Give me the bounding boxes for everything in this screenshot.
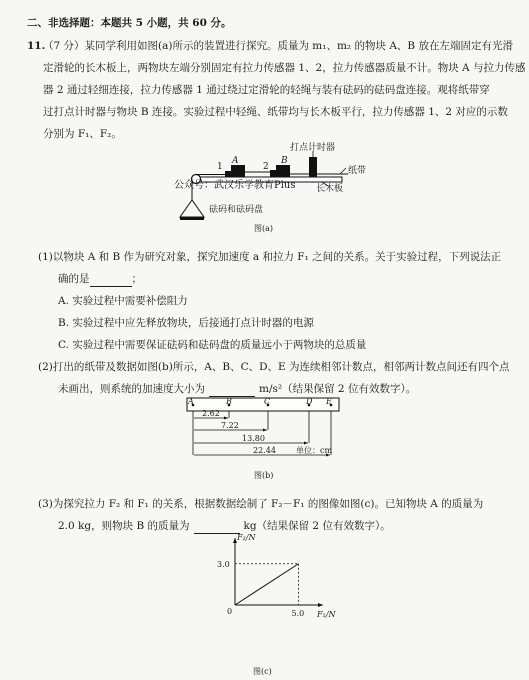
- x-axis-label: F₁/N: [317, 610, 336, 619]
- question-intro-line-5: 分别为 F₁、F₂。: [43, 128, 122, 140]
- point-a-label: A: [188, 397, 194, 406]
- series-line: [235, 564, 298, 605]
- block-a-label: A: [232, 156, 239, 166]
- block-b-label: B: [281, 156, 288, 166]
- figure-b-caption: 图(b): [254, 471, 274, 480]
- part2-line-2-post: m/s²（结果保留 2 位有效数字）。: [259, 383, 417, 395]
- y-axis-label: F₂/N: [237, 533, 256, 542]
- point-b-label: B: [226, 397, 232, 406]
- part2-line-2-pre: 未画出，则系统的加速度大小为: [58, 383, 205, 395]
- sensor-1-label: 1: [217, 162, 223, 172]
- question-intro-line-1: （7 分）某同学利用如图(a)所示的装置进行探究。质量为 m₁、m₂ 的物块 A、B 放在左端固定有光滑: [43, 40, 513, 52]
- part1-option-c: C. 实验过程中需要保证砝码和砝码盘的质量远小于两物块的总质量: [58, 339, 367, 351]
- part2-line-1: (2)打出的纸带及数据如图(b)所示，A、B、C、D、E 为连续相邻计数点，相邻两计数点间还有四个点: [38, 361, 510, 373]
- board-label: 长木板: [316, 184, 344, 194]
- section-header: 二、非选择题：本题共 5 小题，共 60 分。: [27, 17, 232, 29]
- part3-line-2-post: kg（结果保留 2 位有效数字）。: [243, 520, 391, 532]
- unit-label: 单位：cm: [296, 446, 333, 455]
- figure-c-caption: 图(c): [253, 667, 272, 676]
- distance-ac: 7.22: [221, 421, 239, 430]
- distance-ae: 22.44: [253, 446, 276, 455]
- question-intro-line-4: 过打点计时器与物块 B 连接。实验过程中轻绳、纸带均与长木板平行，拉力传感器 1、2 对应的示数: [43, 106, 508, 118]
- origin-label: 0: [227, 607, 233, 616]
- point-c-label: C: [264, 397, 271, 406]
- part3-line-2-pre: 2.0 kg，则物块 B 的质量为: [58, 520, 190, 532]
- x-tick-label: 5.0: [291, 609, 305, 618]
- chart-plot-area: [217, 533, 336, 619]
- part3-line-1: (3)为探究拉力 F₂ 和 F₁ 的关系，根据数据绘制了 F₂－F₁ 的图像如图(c)。已知物块 A 的质量为: [38, 498, 484, 510]
- x-axis-arrow: [318, 603, 323, 607]
- part1-option-a: A. 实验过程中需要补偿阻力: [58, 295, 188, 307]
- sensor-2-label: 2: [263, 162, 269, 172]
- question-intro-line-2: 定滑轮的长木板上，两物块左端分别固定有拉力传感器 1、2，拉力传感器质量不计。物块 A 与拉力传感: [43, 62, 526, 74]
- y-tick-label: 3.0: [217, 559, 230, 569]
- part1-option-b: B. 实验过程中应先释放物块，后接通打点计时器的电源: [58, 317, 314, 329]
- distance-ad: 13.80: [242, 434, 265, 443]
- part1-stem-line-1: (1)以物块 A 和 B 作为研究对象，探究加速度 a 和拉力 F₁ 之间的关系。关于实验过程，下列说法正: [38, 251, 502, 263]
- part1-stem-line-2: 确的是: [58, 273, 90, 285]
- question-number: 11.: [27, 40, 46, 52]
- figure-a-caption: 图(a): [254, 224, 274, 233]
- part1-stem-end: ；: [131, 273, 142, 285]
- distance-ab: 2.62: [202, 409, 220, 418]
- point-d-label: D: [306, 397, 313, 406]
- tape-label: 纸带: [348, 166, 367, 176]
- point-e-label: E: [326, 397, 332, 406]
- watermark: 公众号：武汉乐学教育Plus: [174, 180, 296, 191]
- timer-label: 打点计时器: [290, 143, 336, 153]
- pan-label: 砝码和砝码盘: [209, 205, 264, 215]
- question-intro-line-3: 器 2 通过轻细连接，拉力传感器 1 通过绕过定滑轮的轻绳与装有砝码的砝码盘连接。观将纸带穿: [43, 84, 490, 96]
